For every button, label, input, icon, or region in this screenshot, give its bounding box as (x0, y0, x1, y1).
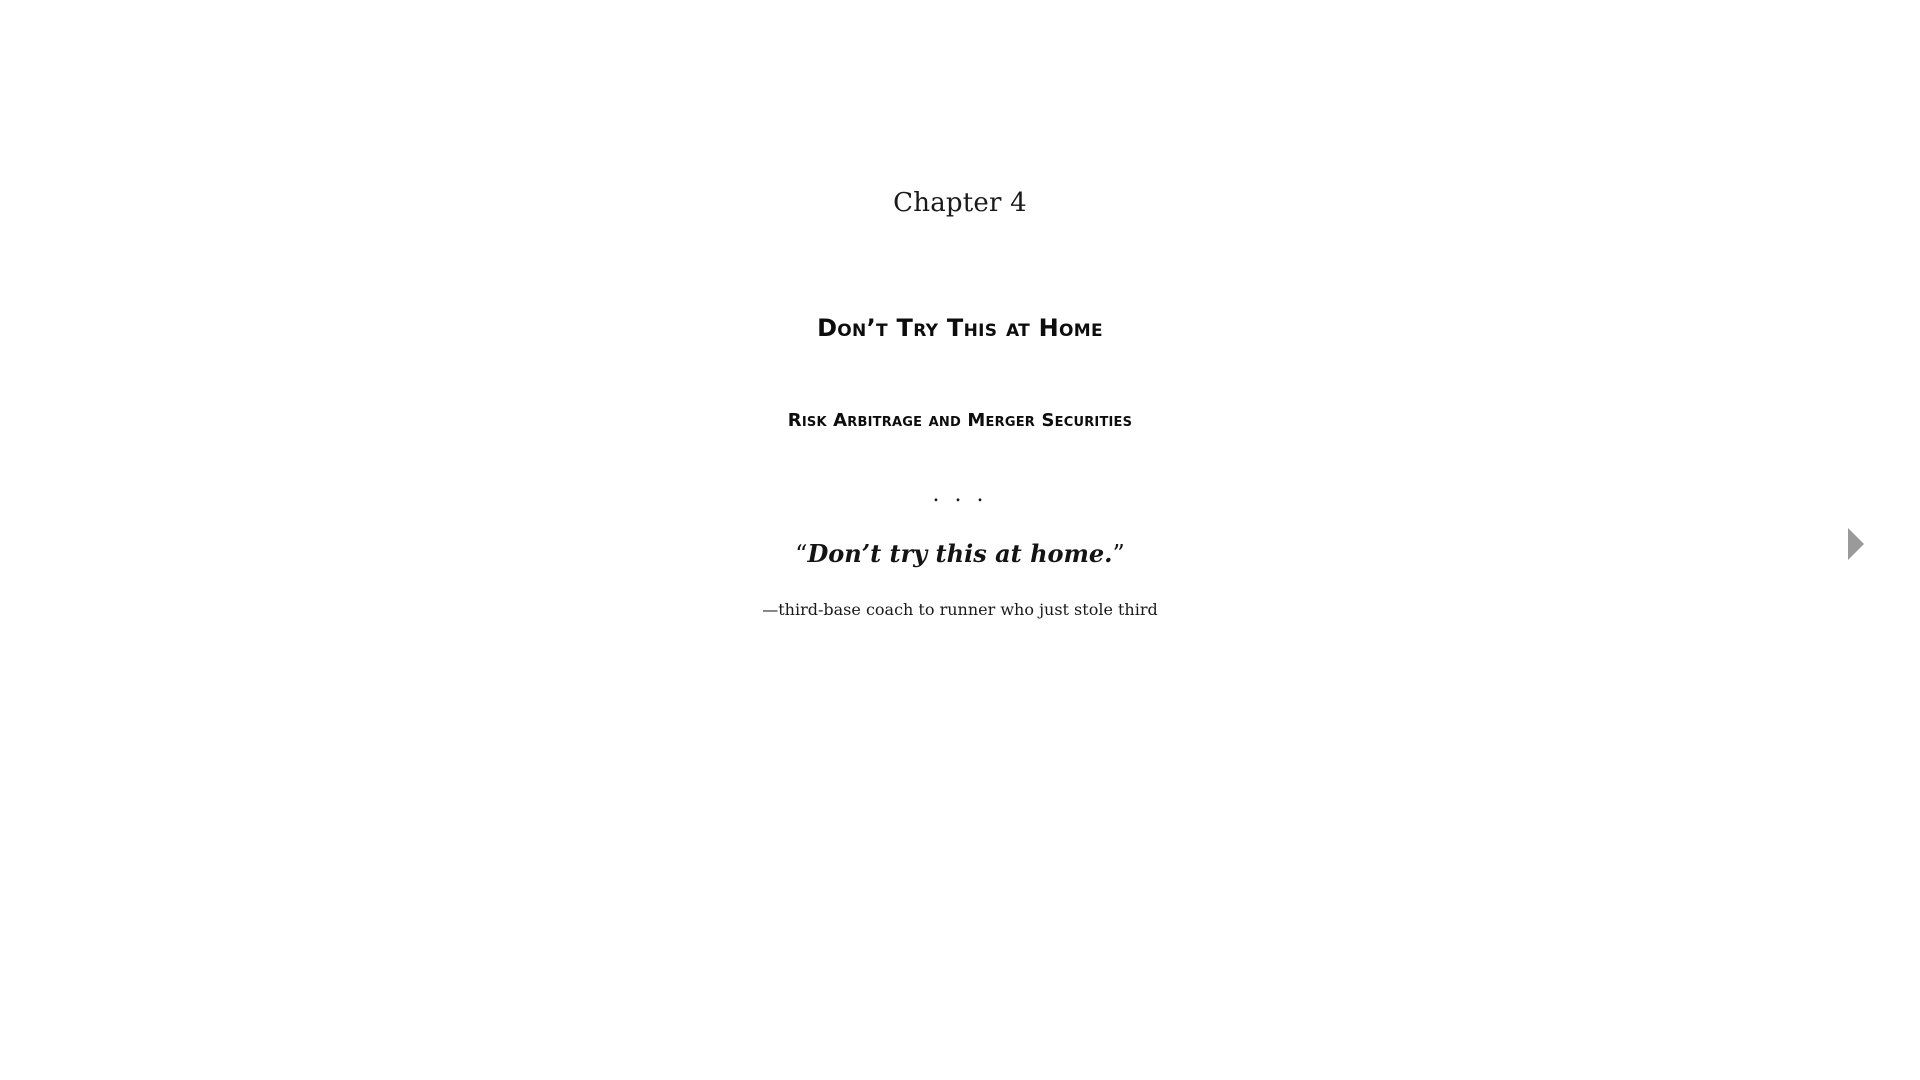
epigraph-text: Don’t try this at home. (807, 539, 1113, 568)
epigraph-close-quote: ” (1112, 540, 1125, 568)
chapter-subtitle: Risk Arbitrage and Merger Securities (787, 410, 1133, 431)
epigraph (0, 539, 1920, 568)
epigraph-open-quote: “ (795, 540, 808, 568)
chevron-right-icon (1848, 528, 1864, 560)
next-page-button[interactable] (1842, 524, 1870, 564)
chapter-number: Chapter 4 (893, 188, 1027, 218)
epigraph-attribution: —third-base coach to runner who just stole third (762, 600, 1158, 619)
chapter-title: Don’t Try This at Home (817, 314, 1103, 342)
section-ornament: . . . (932, 482, 988, 507)
